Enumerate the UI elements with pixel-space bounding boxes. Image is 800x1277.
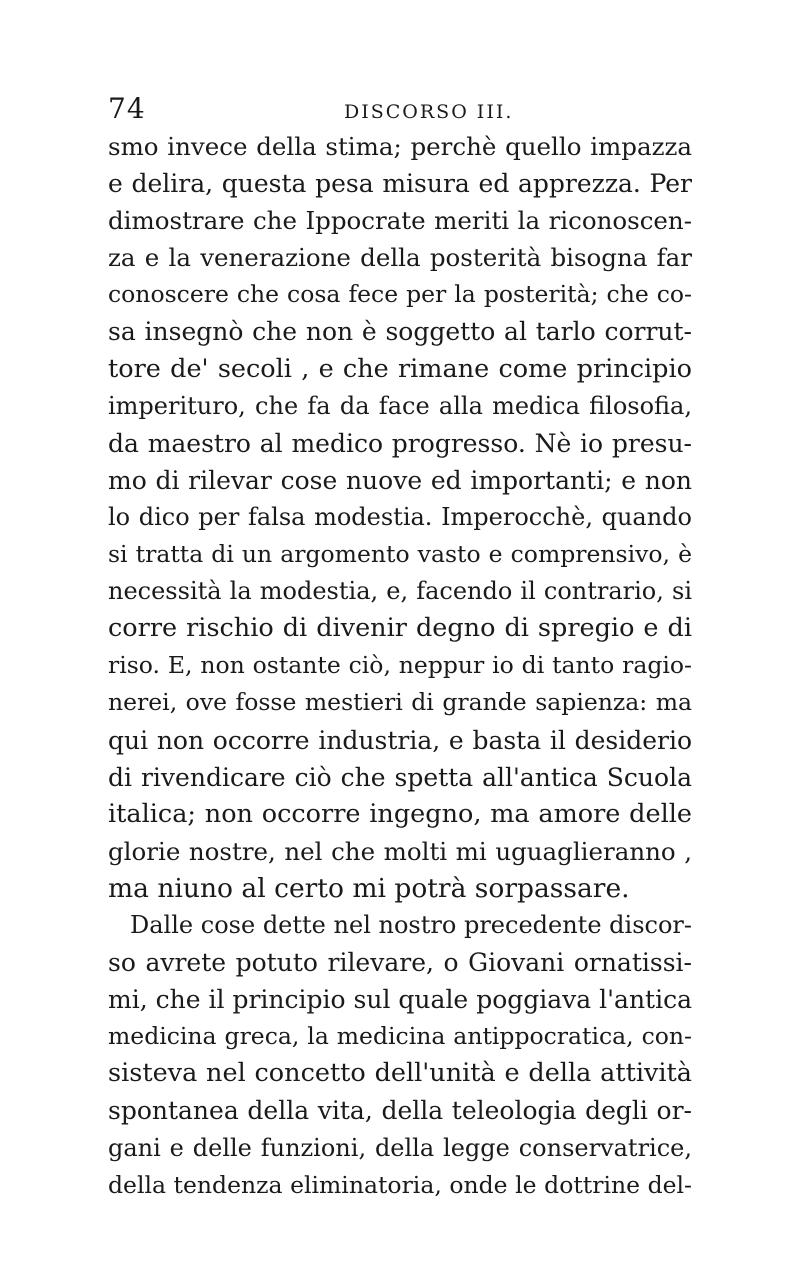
- text-line: gani e delle funzioni, della legge conservatrice,: [108, 1133, 692, 1162]
- text-line: sa insegnò che non è soggetto al tarlo corrut-: [108, 317, 692, 347]
- text-line: conoscere che cosa fece per la posterità; che co-: [108, 280, 692, 309]
- text-line: corre rischio di divenir degno di spregio e di: [108, 613, 692, 644]
- text-line: glorie nostre, nel che molti mi uguaglieranno ,: [108, 836, 692, 866]
- text-line: lo dico per falsa modestia. Imperocchè, quando: [108, 502, 692, 531]
- text-line: si tratta di un argomento vasto e comprensivo, è: [108, 540, 692, 569]
- text-line: smo invece della stima; perchè quello impazza: [108, 132, 692, 161]
- text-line-paragraph-end: ma niuno al certo mi potrà sorpassare.: [108, 872, 630, 904]
- text-line: so avrete potuto rilevare, o Giovani ornatissi-: [108, 948, 692, 978]
- text-line: necessità la modestia, e, facendo il contrario, si: [108, 577, 692, 606]
- page-number: 74: [108, 92, 146, 125]
- running-head: DISCORSO III.: [344, 101, 514, 123]
- text-line: mi, che il principio sul quale poggiava l'antica: [108, 985, 692, 1015]
- text-line: za e la venerazione della posterità bisogna far: [108, 243, 692, 273]
- text-line: riso. E, non ostante ciò, neppur io di tanto ragio-: [108, 651, 692, 680]
- text-line: mo di rilevar cose nuove ed importanti; e non: [108, 465, 692, 495]
- page-header: [108, 92, 692, 126]
- text-line: da maestro al medico progresso. Nè io presu-: [108, 428, 692, 458]
- text-line: medicina greca, la medicina antippocratica, con-: [108, 1022, 692, 1051]
- text-line: imperituro, che fa da face alla medica filosofia,: [108, 391, 692, 420]
- text-line: tore de' secoli , e che rimane come principio: [108, 353, 692, 384]
- text-line-paragraph-start: Dalle cose dette nel nostro precedente discor-: [130, 910, 692, 939]
- text-line: italica; non occorre ingegno, ma amore delle: [108, 798, 692, 829]
- text-line: dimostrare che Ippocrate meriti la riconoscen-: [108, 206, 692, 236]
- text-line: spontanea della vita, della teleologia degli or-: [108, 1096, 692, 1126]
- text-line: nerei, ove fosse mestieri di grande sapienza: ma: [108, 688, 692, 717]
- text-line: qui non occorre industria, e basta il desiderio: [108, 725, 692, 755]
- text-line: sisteva nel concetto dell'unità e della attività: [108, 1058, 692, 1089]
- text-line: di rivendicare ciò che spetta all'antica Scuola: [108, 762, 692, 792]
- text-line: della tendenza eliminatoria, onde le dottrine del-: [108, 1170, 692, 1199]
- text-line: e delira, questa pesa misura ed apprezza. Per: [108, 169, 692, 199]
- body-text: [108, 128, 692, 1204]
